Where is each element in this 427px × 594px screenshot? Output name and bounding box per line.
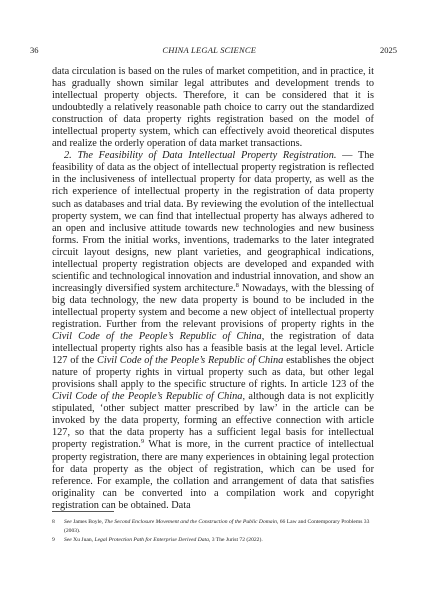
running-header bbox=[30, 45, 397, 55]
text-run: data circulation is based on the rules of market competition, and in practice, it has gradually shown similar legal attributes and development trends to intellectual property objects. Therefore, it can be considered that it is undoubtedly a relatively reasonable path choice to carry out the standardized construction of data property rights registration based on the model of intellectual property system, which can effectively avoid theoretical disputes and realize the orderly operation of data market transactions. bbox=[52, 66, 374, 150]
footnotes bbox=[52, 518, 374, 546]
italic-text: Legal Protection Path for Enterprise Derived Data bbox=[94, 537, 209, 544]
text-run: — The feasibility of data as the object of intellectual property registration is reflected in the inclusiveness of intellectual property for data property, as well as the rich experience of intellectual property in the registration of data property such as databases and trial data. By reviewing the evolution of the intellectual property system, we can find that intellectual property has always adhered to an open and inclusive attitude towards new technologies and new business forms. From the initial works, inventions, trademarks to the later integrated circuit layout designs, new plant varieties, and geographical indications, intellectual property registration objects are developed and expanded with scientific and technological innovation and industrial innovation, and show an increasingly diversified system architecture. bbox=[52, 150, 374, 294]
footnote-number: 9 bbox=[52, 537, 55, 544]
text-run: establishes the object nature of property rights in virtual property such as data, but other legal provisions shall apply to the specific structure of rights. In article 123 of the bbox=[52, 355, 375, 391]
text-run: What is more, in the current practice of intellectual property registration, there are many experiences in obtaining legal protection for data property as the object of registration, which can be used for reference. For example, the collation and arrangement of data that satisfies originality can be converted into a compilation work and copyright registration can be obtained. Data bbox=[52, 439, 374, 511]
footnote-divider bbox=[52, 511, 114, 512]
text-run: James Boyle, bbox=[71, 519, 105, 525]
text-run: , 3 The Jurist 72 (2022). bbox=[208, 537, 263, 544]
text-run: Nowadays, with the blessing of big data technology, the new data property is bound to be included in the intellectual property system and become a new object of intellectual property registration. Further from the relevant provisions of property rights in the bbox=[52, 282, 374, 330]
italic-text: Civil Code of the People’s Republic of China bbox=[52, 331, 262, 343]
page-number: 36 bbox=[30, 45, 39, 55]
italic-text: The Second Enclosure Movement and the Construction of the Public Domain bbox=[104, 519, 277, 525]
italic-text: Civil Code of the People’s Republic of China bbox=[52, 391, 243, 403]
italic-text: 2. The Feasibility of Data Intellectual Property Registration. bbox=[64, 150, 337, 162]
text-run: Xu Juan, bbox=[71, 537, 95, 544]
body-text bbox=[52, 66, 374, 512]
paragraph bbox=[52, 66, 374, 150]
footnote-reference: 8 bbox=[235, 281, 239, 289]
footnote-text bbox=[64, 518, 374, 536]
footnote-reference: 9 bbox=[140, 438, 145, 446]
journal-title: CHINA LEGAL SCIENCE bbox=[162, 45, 257, 55]
publication-year: 2025 bbox=[379, 45, 397, 55]
footnote-text bbox=[64, 536, 374, 545]
footnote bbox=[52, 536, 374, 545]
text-run: , 66 Law and Contemporary Problems 33 (2003). bbox=[64, 519, 370, 535]
text-run: , although data is not explicitly stipulated, ‘other subject matter prescribed by law’ in the article can be invoked by the data property, forming an effective connection with article 127, so that the data property has a sufficient legal basis for intellectual property registration. bbox=[52, 391, 375, 451]
italic-text: Civil Code of the People’s Republic of China bbox=[96, 355, 284, 367]
text-run: , the registration of data intellectual property rights also has a feasible basis at the legal level. Article 127 of the bbox=[52, 331, 375, 367]
italic-text: See bbox=[64, 519, 72, 525]
italic-text: See bbox=[64, 537, 72, 544]
footnote-number: 8 bbox=[52, 519, 55, 525]
paragraph bbox=[52, 150, 374, 511]
footnote bbox=[52, 518, 374, 536]
